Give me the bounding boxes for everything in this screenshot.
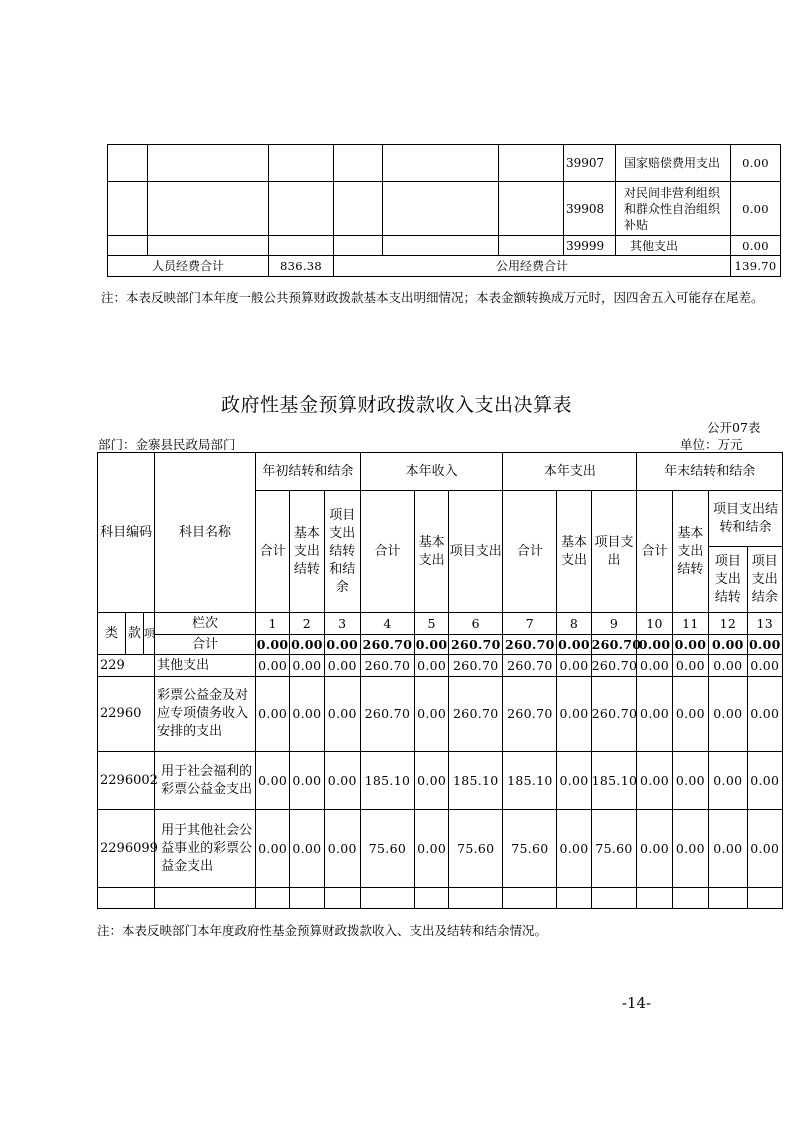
cell-value: 0.00 — [290, 655, 324, 677]
expense-name: 对民间非营利组织和群众性自治组织补贴 — [616, 182, 731, 236]
expense-name: 其他支出 — [616, 236, 731, 256]
summary-row — [108, 256, 781, 277]
cell-value: 0.00 — [414, 655, 448, 677]
end-project-carry-header: 项目支出结转 — [709, 547, 747, 613]
cell-value: 0.00 — [255, 810, 289, 888]
column-number: 6 — [449, 613, 503, 635]
total-row — [98, 635, 783, 655]
expense-code: 39999 — [564, 236, 616, 256]
column-seq-label: 栏次 — [155, 613, 256, 635]
table-row — [98, 810, 783, 888]
subject-code: 22960 — [98, 677, 155, 752]
cell-value: 260.70 — [449, 677, 503, 752]
column-number: 9 — [591, 613, 637, 635]
form-number: 公开07表 — [707, 420, 761, 435]
subject-code: 2296099 — [98, 810, 155, 888]
cell-value: 0.00 — [747, 810, 782, 888]
cell-value: 0.00 — [747, 655, 782, 677]
basic-expense-detail-table — [107, 144, 781, 277]
total-value: 0.00 — [290, 635, 324, 655]
code-header: 科目编码 — [98, 453, 155, 613]
total-value: 260.70 — [449, 635, 503, 655]
column-number-row — [98, 613, 783, 635]
cell-value: 0.00 — [637, 752, 672, 810]
cell-value: 0.00 — [290, 810, 324, 888]
cell-value: 0.00 — [324, 810, 360, 888]
column-number: 3 — [324, 613, 360, 635]
expense-basic-header: 基本支出 — [557, 491, 591, 613]
expense-code: 39907 — [564, 145, 616, 182]
expense-project-header: 项目支出 — [591, 491, 637, 613]
cell-value: 75.60 — [360, 810, 414, 888]
table-note: 注：本表反映部门本年度一般公共预算财政拨款基本支出明细情况；本表金额转换成万元时，因四舍五入可能存在尾差。 — [101, 290, 764, 305]
cell-value: 185.10 — [360, 752, 414, 810]
total-value: 0.00 — [709, 635, 747, 655]
cell-value: 260.70 — [503, 655, 557, 677]
cell-value: 0.00 — [557, 810, 591, 888]
page-number: -14- — [621, 994, 652, 1012]
end-project-balance-header: 项目支出结余 — [747, 547, 782, 613]
column-number: 10 — [637, 613, 672, 635]
expense-amount: 0.00 — [731, 236, 781, 256]
cell-value: 185.10 — [449, 752, 503, 810]
cell-value: 0.00 — [324, 655, 360, 677]
column-number: 2 — [290, 613, 324, 635]
table-row — [108, 145, 781, 182]
cell-value: 0.00 — [747, 677, 782, 752]
cell-value: 0.00 — [709, 655, 747, 677]
public-total-value: 139.70 — [731, 256, 781, 277]
cell-value: 260.70 — [503, 677, 557, 752]
cell-value: 260.70 — [591, 655, 637, 677]
personnel-total-label: 人员经费合计 — [108, 256, 269, 277]
unit-label: 单位：万元 — [680, 437, 743, 452]
subject-name: 用于社会福利的彩票公益金支出 — [155, 752, 256, 810]
total-value: 260.70 — [591, 635, 637, 655]
end-total-header: 合计 — [637, 491, 672, 613]
column-number: 4 — [360, 613, 414, 635]
total-value: 0.00 — [324, 635, 360, 655]
cell-value: 185.10 — [503, 752, 557, 810]
column-number: 8 — [557, 613, 591, 635]
cell-value: 185.10 — [591, 752, 637, 810]
empty-row — [98, 888, 783, 909]
cell-value: 0.00 — [672, 810, 708, 888]
cell-value: 0.00 — [324, 752, 360, 810]
table-row — [98, 655, 783, 677]
cell-value: 260.70 — [449, 655, 503, 677]
table-row — [98, 677, 783, 752]
income-project-header: 项目支出 — [449, 491, 503, 613]
begin-total-header: 合计 — [255, 491, 289, 613]
total-label: 合计 — [155, 635, 256, 655]
cell-value: 0.00 — [672, 677, 708, 752]
cell-value: 0.00 — [709, 810, 747, 888]
lei-header: 类 — [98, 613, 126, 655]
end-project-header: 项目支出结转和结余 — [709, 491, 783, 547]
public-total-label: 公用经费合计 — [334, 256, 731, 277]
end-basic-header: 基本支出结转 — [672, 491, 708, 613]
begin-balance-header: 年初结转和结余 — [255, 453, 360, 491]
subject-name: 彩票公益金及对应专项债务收入安排的支出 — [155, 677, 256, 752]
cell-value: 0.00 — [255, 655, 289, 677]
total-value: 260.70 — [360, 635, 414, 655]
column-number: 5 — [414, 613, 448, 635]
personnel-total-value: 836.38 — [269, 256, 334, 277]
column-number: 1 — [255, 613, 289, 635]
table-row — [108, 236, 781, 256]
column-number: 12 — [709, 613, 747, 635]
cell-value: 0.00 — [414, 677, 448, 752]
cell-value: 0.00 — [747, 752, 782, 810]
cell-value: 0.00 — [557, 677, 591, 752]
begin-basic-header: 基本支出结转 — [290, 491, 324, 613]
cell-value: 0.00 — [672, 752, 708, 810]
cell-value: 75.60 — [503, 810, 557, 888]
subject-name: 用于其他社会公益事业的彩票公益金支出 — [155, 810, 256, 888]
income-basic-header: 基本支出 — [414, 491, 448, 613]
cell-value: 0.00 — [324, 677, 360, 752]
cell-value: 0.00 — [709, 752, 747, 810]
xiang-header: 项 — [143, 613, 154, 655]
header-row — [98, 453, 783, 491]
fund-budget-table — [97, 452, 783, 909]
total-value: 0.00 — [557, 635, 591, 655]
cell-value: 260.70 — [591, 677, 637, 752]
kuan-header: 款 — [126, 613, 144, 655]
cell-value: 0.00 — [637, 677, 672, 752]
expense-amount: 0.00 — [731, 182, 781, 236]
cell-value: 0.00 — [709, 677, 747, 752]
column-number: 11 — [672, 613, 708, 635]
total-value: 0.00 — [414, 635, 448, 655]
cell-value: 0.00 — [672, 655, 708, 677]
department-label: 部门：金寨县民政局部门 — [98, 437, 236, 452]
page-title: 政府性基金预算财政拨款收入支出决算表 — [220, 394, 572, 416]
table-row — [98, 752, 783, 810]
subject-code: 229 — [98, 655, 155, 677]
cell-value: 260.70 — [360, 677, 414, 752]
cell-value: 260.70 — [360, 655, 414, 677]
cell-value: 0.00 — [414, 810, 448, 888]
table-row — [108, 182, 781, 236]
cell-value: 75.60 — [449, 810, 503, 888]
name-header: 科目名称 — [155, 453, 256, 613]
begin-project-header: 项目支出结转和结余 — [324, 491, 360, 613]
total-value: 0.00 — [255, 635, 289, 655]
column-number: 13 — [747, 613, 782, 635]
expense-code: 39908 — [564, 182, 616, 236]
total-value: 0.00 — [747, 635, 782, 655]
subject-name: 其他支出 — [155, 655, 256, 677]
cell-value: 0.00 — [255, 752, 289, 810]
end-balance-header: 年末结转和结余 — [637, 453, 783, 491]
total-value: 0.00 — [672, 635, 708, 655]
income-header: 本年收入 — [360, 453, 502, 491]
cell-value: 0.00 — [255, 677, 289, 752]
cell-value: 0.00 — [637, 655, 672, 677]
cell-value: 0.00 — [290, 752, 324, 810]
cell-value: 0.00 — [637, 810, 672, 888]
table-note: 注：本表反映部门本年度政府性基金预算财政拨款收入、支出及结转和结余情况。 — [97, 923, 548, 938]
total-value: 260.70 — [503, 635, 557, 655]
expense-name: 国家赔偿费用支出 — [616, 145, 731, 182]
cell-value: 0.00 — [290, 677, 324, 752]
subject-code: 2296002 — [98, 752, 155, 810]
cell-value: 0.00 — [414, 752, 448, 810]
expense-total-header: 合计 — [503, 491, 557, 613]
cell-value: 0.00 — [557, 655, 591, 677]
cell-value: 75.60 — [591, 810, 637, 888]
column-number: 7 — [503, 613, 557, 635]
income-total-header: 合计 — [360, 491, 414, 613]
total-value: 0.00 — [637, 635, 672, 655]
expense-header: 本年支出 — [503, 453, 637, 491]
cell-value: 0.00 — [557, 752, 591, 810]
expense-amount: 0.00 — [731, 145, 781, 182]
